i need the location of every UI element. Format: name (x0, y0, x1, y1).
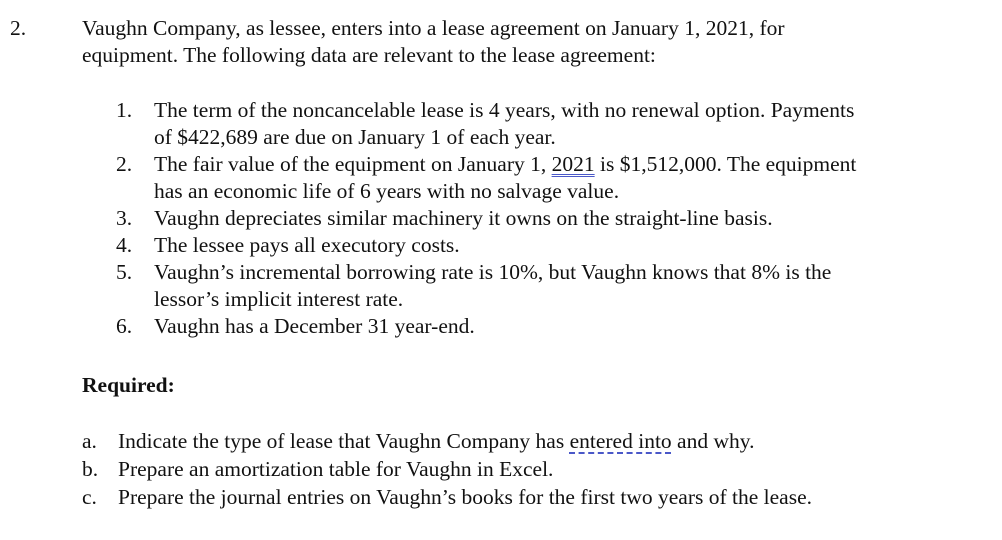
list-item-text: Prepare the journal entries on Vaughn’s books for the first two years of the lease. (118, 485, 812, 509)
list-marker: 4. (116, 233, 133, 257)
list-item (82, 428, 982, 456)
spellcheck-underlined-year[interactable]: 2021 (551, 152, 595, 176)
list-item-text: Prepare an amortization table for Vaughn in Excel. (118, 457, 554, 481)
list-item (116, 151, 976, 205)
text-segment: and why. (671, 429, 755, 453)
list-marker: b. (82, 457, 99, 481)
list-item-line: of $422,689 are due on January 1 of each year. (154, 125, 556, 149)
required-list (82, 428, 982, 512)
list-marker: 3. (116, 206, 133, 230)
intro-line-1: Vaughn Company, as lessee, enters into a lease agreement on January 1, 2021, for (82, 16, 785, 40)
list-marker: 5. (116, 260, 133, 284)
list-item (116, 97, 976, 151)
list-item (116, 313, 976, 340)
list-item-line: The term of the noncancelable lease is 4 years, with no renewal option. Payments (154, 98, 855, 122)
list-marker: a. (82, 429, 97, 453)
list-item-line: The lessee pays all executory costs. (154, 233, 460, 257)
text-segment: The fair value of the equipment on January 1, (154, 152, 552, 176)
required-heading: Required: (82, 373, 175, 397)
lease-data-list (116, 97, 976, 340)
intro-line-2: equipment. The following data are relevant to the lease agreement: (82, 43, 656, 67)
list-marker: 6. (116, 314, 133, 338)
list-item (82, 484, 982, 512)
text-segment: is $1,512,000. The equipment (594, 152, 857, 176)
list-item (116, 205, 976, 232)
grammar-underlined-phrase[interactable]: entered into (569, 429, 672, 453)
question-intro (82, 15, 982, 69)
list-item-line: Vaughn’s incremental borrowing rate is 10%, but Vaughn knows that 8% is the (154, 260, 832, 284)
list-item (116, 259, 976, 313)
list-marker: c. (82, 485, 97, 509)
question-number: 2. (10, 16, 27, 40)
list-item (116, 232, 976, 259)
list-item-line: Vaughn has a December 31 year-end. (154, 314, 475, 338)
list-item-line: Vaughn depreciates similar machinery it owns on the straight-line basis. (154, 206, 773, 230)
list-marker: 1. (116, 98, 133, 122)
text-segment: Indicate the type of lease that Vaughn Company has (118, 429, 570, 453)
list-item (82, 456, 982, 484)
list-item-line: lessor’s implicit interest rate. (154, 287, 404, 311)
list-item-line: has an economic life of 6 years with no salvage value. (154, 179, 620, 203)
list-marker: 2. (116, 152, 133, 176)
list-item-line (154, 151, 976, 178)
